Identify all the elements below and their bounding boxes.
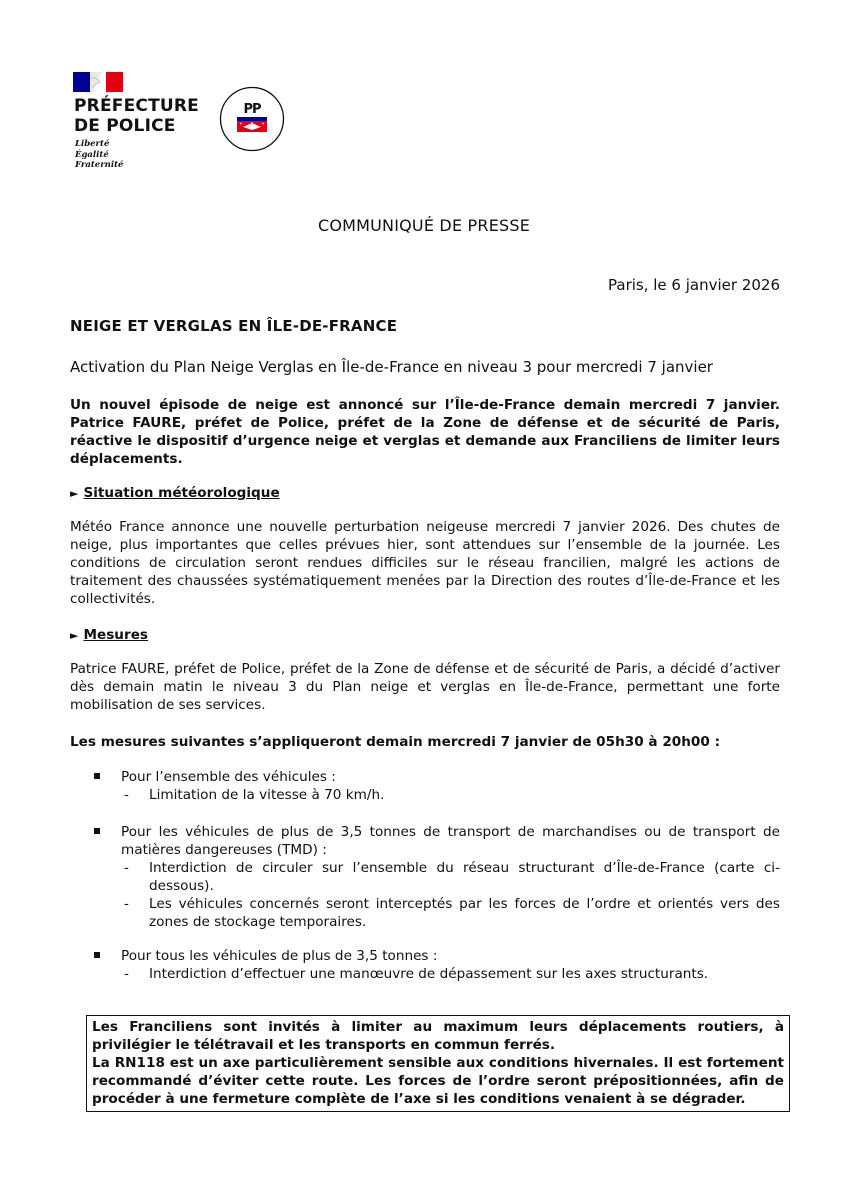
square-bullet-icon bbox=[94, 952, 100, 958]
document-type-heading: COMMUNIQUÉ DE PRESSE bbox=[317, 216, 531, 235]
list-item bbox=[94, 768, 780, 804]
section-heading-label: Situation météorologique bbox=[83, 485, 280, 501]
advisory-paragraph-2: La RN118 est un axe particulièrement sensible aux conditions hivernales. Il est fortement recommandé d’éviter cette route. Les forces de l’ordre seront prépositionnées, afin de procéder à une fermeture complète de l’axe si les conditions venaient à se dégrader. bbox=[92, 1055, 784, 1107]
marianne-logo-icon bbox=[73, 72, 123, 92]
triangle-arrow-icon: ► bbox=[70, 629, 79, 642]
intro-paragraph: Un nouvel épisode de neige est annoncé sur l’Île-de-France demain mercredi 7 janvier. Patrice FAURE, préfet de Police, préfet de la Zone de défense et de sécurité de Paris, réactive le dispositif d’urgence neige et verglas et demande aux Franciliens de limiter leurs déplacements. bbox=[70, 397, 780, 467]
prefecture-police-emblem-icon bbox=[219, 86, 285, 152]
sub-list-item bbox=[121, 965, 780, 983]
mesures-paragraph: Patrice FAURE, préfet de Police, préfet de la Zone de défense et de sécurité de Paris, a décidé d’activer dès demain matin le niveau 3 du Plan neige et verglas en Île-de-France, permettant une forte mobilisation de ses services. bbox=[70, 661, 780, 713]
emblem-pp-text: PP bbox=[243, 102, 261, 117]
press-release-title: NEIGE ET VERGLAS EN ÎLE-DE-FRANCE bbox=[70, 317, 398, 335]
bullet-text: Pour les véhicules de plus de 3,5 tonnes de transport de marchandises ou de transport de matières dangereuses (TMD) : bbox=[121, 824, 780, 858]
section-heading-mesures bbox=[70, 627, 148, 643]
sub-list-item bbox=[121, 895, 780, 931]
bullet-text: Pour tous les véhicules de plus de 3,5 tonnes : bbox=[121, 948, 438, 964]
sub-item-text: Limitation de la vitesse à 70 km/h. bbox=[149, 787, 385, 803]
list-item bbox=[94, 947, 780, 983]
bullet-text: Pour l’ensemble des véhicules : bbox=[121, 769, 336, 785]
dash-marker: - bbox=[124, 966, 129, 982]
advisory-box bbox=[86, 1015, 790, 1112]
meteo-paragraph: Météo France annonce une nouvelle perturbation neigeuse mercredi 7 janvier 2026. Des chutes de neige, plus importantes que celles prévues hier, sont attendues sur l’ensemble de la journée. Les conditions de circulation seront rendues difficiles sur le réseau francilien, malgré les actions de traitement des chaussées systématiquement menées par la Direction des routes d’Île-de-France et les collectivités. bbox=[70, 519, 780, 607]
section-heading-meteo bbox=[70, 485, 280, 501]
sub-item-text: Interdiction de circuler sur l’ensemble du réseau structurant d’Île-de-France (carte ci-dessous). bbox=[149, 860, 780, 894]
motto-liberte: Liberté bbox=[75, 139, 110, 149]
advisory-paragraph-1: Les Franciliens sont invités à limiter au maximum leurs déplacements routiers, à privilégier le télétravail et les transports en commun ferrés. bbox=[92, 1019, 784, 1053]
triangle-arrow-icon: ► bbox=[70, 487, 79, 500]
prefecture-line2: DE POLICE bbox=[74, 116, 176, 136]
sub-item-text: Interdiction d’effectuer une manœuvre de dépassement sur les axes structurants. bbox=[149, 966, 709, 982]
square-bullet-icon bbox=[94, 773, 100, 779]
square-bullet-icon bbox=[94, 828, 100, 834]
section-heading-label: Mesures bbox=[83, 627, 148, 643]
motto-egalite: Égalité bbox=[75, 149, 109, 160]
dash-marker: - bbox=[124, 860, 129, 876]
sub-list-item bbox=[121, 859, 780, 895]
republic-motto bbox=[75, 139, 123, 171]
document-date: Paris, le 6 janvier 2026 bbox=[608, 276, 780, 294]
dash-marker: - bbox=[124, 896, 129, 912]
list-item bbox=[94, 823, 780, 931]
motto-fraternite: Fraternité bbox=[75, 160, 124, 170]
press-release-subtitle: Activation du Plan Neige Verglas en Île-de-France en niveau 3 pour mercredi 7 janvier bbox=[70, 358, 713, 376]
dash-marker: - bbox=[124, 787, 129, 803]
prefecture-name bbox=[74, 96, 199, 136]
prefecture-line1: PRÉFECTURE bbox=[74, 96, 199, 116]
sub-list-item bbox=[121, 786, 780, 804]
mesures-lead: Les mesures suivantes s’appliqueront demain mercredi 7 janvier de 05h30 à 20h00 : bbox=[70, 734, 721, 750]
sub-item-text: Les véhicules concernés seront interceptés par les forces de l’ordre et orientés vers des zones de stockage temporaires. bbox=[149, 896, 780, 930]
